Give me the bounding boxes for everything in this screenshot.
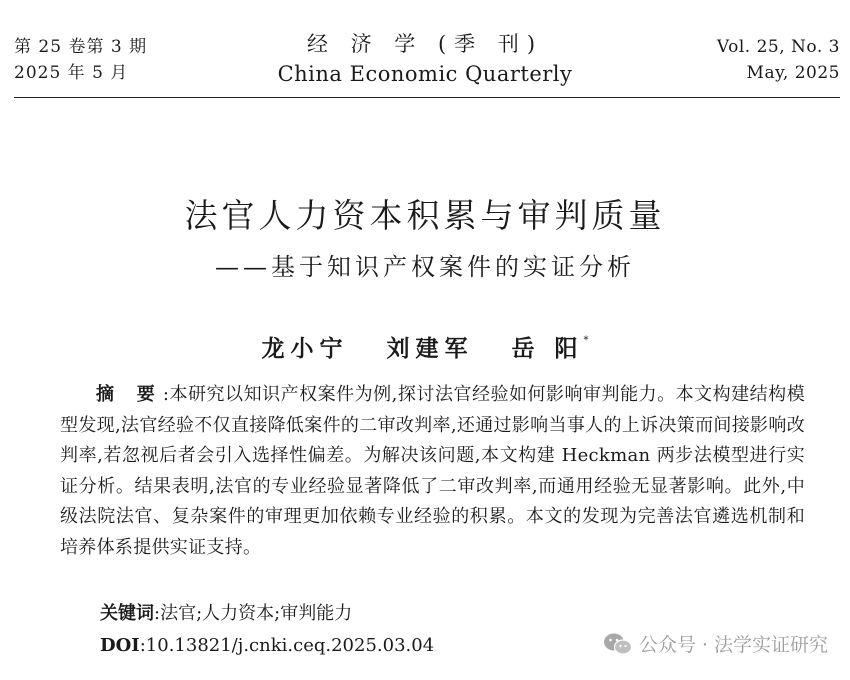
header-divider (14, 97, 840, 98)
wechat-icon (603, 632, 633, 656)
keywords-separator: : (154, 603, 161, 624)
author-footnote-mark: * (583, 335, 589, 346)
date-en: May, 2025 (746, 63, 840, 83)
journal-name-cn: 经 济 学 (季 刊) (306, 32, 544, 56)
author-list (0, 328, 850, 366)
paper-title: 法官人力资本积累与审判质量 (184, 196, 666, 236)
abstract (60, 380, 805, 563)
keywords-label: 关键词 (100, 603, 154, 624)
abstract-text: 本研究以知识产权案件为例,探讨法官经验如何影响审判能力。本文构建结构模型发现,法官经验不仅直接降低案件的二审改判率,还通过影响当事人的上诉决策而间接影响改判率,若忽视后者会引入选择性偏差。为解决该问题,本文构建 Heckman 两步法模型进行实证分析。结果表明,法官的专业经验显著降低了二审改判率,而通用经验无显著影响。此外,中级法院法官、复杂案件的审理更加依赖专业经验的积累。本文的发现为完善法官遴选机制和培养体系提供实证支持。 (60, 384, 805, 558)
doi-separator: : (139, 635, 146, 656)
volume-issue-cn: 第 25 卷第 3 期 (14, 37, 148, 57)
author-3 (512, 335, 589, 362)
author-1: 龙小宁 (261, 334, 349, 362)
doi-value: 10.13821/j.cnki.ceq.2025.03.04 (145, 635, 435, 656)
watermark (603, 630, 828, 657)
keywords (100, 600, 352, 628)
abstract-label: 摘 要 (96, 384, 163, 405)
keywords-text: 法官;人力资本;审判能力 (160, 603, 353, 624)
author-3-name: 岳 阳 (511, 334, 584, 362)
doi (100, 632, 434, 660)
author-2: 刘建军 (386, 334, 474, 362)
journal-issue-en (717, 34, 840, 86)
date-cn: 2025 年 5 月 (14, 63, 129, 83)
volume-issue-en: Vol. 25, No. 3 (716, 37, 840, 57)
doi-label: DOI (100, 635, 140, 656)
abstract-separator: : (162, 384, 170, 405)
watermark-text: 公众号 · 法学实证研究 (638, 634, 828, 656)
journal-name-en: China Economic Quarterly (277, 62, 573, 86)
paper-subtitle: ——基于知识产权案件的实证分析 (215, 253, 635, 281)
